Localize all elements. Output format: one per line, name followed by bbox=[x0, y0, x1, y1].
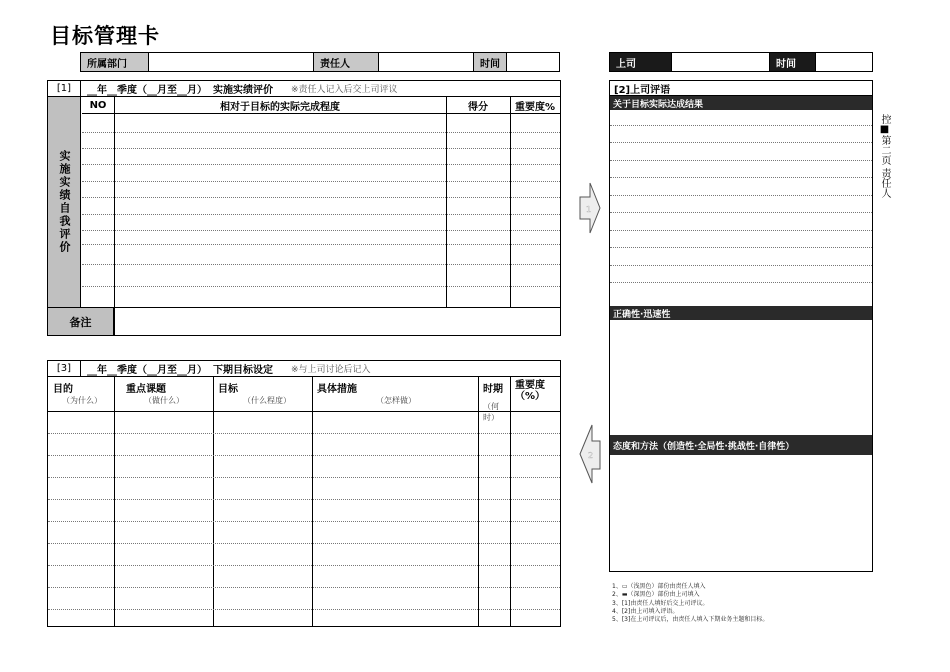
boss-header-row bbox=[609, 52, 873, 72]
col-score: 得分 bbox=[446, 97, 510, 114]
arrow-right-1-icon bbox=[578, 181, 602, 235]
note-2: 2、▬（深黑色）部份由上司填入 bbox=[612, 591, 700, 599]
side-vertical-text: 控■第二页 责任人 bbox=[879, 114, 890, 199]
note-5: 5、[3]在上司评议后，由责任人填入下期业务主题和目标。 bbox=[612, 616, 769, 624]
row-line bbox=[82, 286, 560, 287]
row-line bbox=[82, 264, 560, 265]
note-1: 1、▭（浅黑色）部份由责任人填入 bbox=[612, 583, 706, 590]
row-line bbox=[610, 247, 872, 248]
self-eval-side-label: 实施实绩自我评价 bbox=[48, 97, 81, 307]
dept-label: 所属部门 bbox=[81, 53, 149, 71]
row-line bbox=[48, 587, 560, 588]
row-line bbox=[82, 181, 560, 182]
row-line bbox=[82, 244, 560, 245]
time-field[interactable] bbox=[507, 53, 559, 71]
col-weight: 重要度% bbox=[510, 97, 560, 114]
row-line bbox=[82, 230, 560, 231]
boss-time-label: 时间 bbox=[770, 53, 816, 71]
boss-field[interactable] bbox=[672, 53, 770, 71]
section2-boss-comments bbox=[609, 80, 873, 572]
boss-label: 上司 bbox=[610, 53, 672, 71]
col-no: NO bbox=[82, 97, 114, 114]
note-3: 3、[1]由责任人填好后交上司评议。 bbox=[612, 599, 709, 607]
row-line bbox=[610, 282, 872, 283]
col-measures: 具体措施 （怎样做） bbox=[317, 384, 416, 405]
row-line bbox=[82, 214, 560, 215]
row-line bbox=[610, 177, 872, 178]
svg-text:2: 2 bbox=[588, 451, 594, 460]
band-accuracy-speed: 正确性·迅速性 bbox=[610, 306, 872, 320]
note-4: 4、[2]由上司填入评语。 bbox=[612, 607, 679, 615]
owner-field[interactable] bbox=[379, 53, 474, 71]
owner-label: 责任人 bbox=[314, 53, 379, 71]
section1-num: [1] bbox=[48, 81, 81, 96]
section3-num: [3] bbox=[48, 361, 81, 376]
band-results: 关于目标实际达成结果 bbox=[610, 96, 872, 110]
boss-time-field[interactable] bbox=[816, 53, 872, 71]
row-line bbox=[48, 455, 560, 456]
section1-period: __年__季度（__月至__月） bbox=[87, 85, 207, 96]
row-line bbox=[610, 125, 872, 126]
row-line bbox=[82, 132, 560, 133]
row-line bbox=[48, 609, 560, 610]
section3-col-headers bbox=[48, 377, 560, 422]
section3-heading: 下期目标设定 bbox=[213, 365, 273, 376]
remark-row[interactable] bbox=[48, 307, 560, 335]
row-line bbox=[610, 160, 872, 161]
header-row bbox=[80, 52, 560, 72]
section3-note: ※与上司讨论后记入 bbox=[291, 365, 371, 375]
section3-period: __年__季度（__月至__月） bbox=[87, 365, 207, 376]
row-line bbox=[610, 142, 872, 143]
row-line bbox=[610, 230, 872, 231]
page-title: 目标管理卡 bbox=[50, 24, 160, 48]
row-line bbox=[82, 164, 560, 165]
arrow-left-2-icon bbox=[578, 423, 602, 485]
row-line bbox=[48, 499, 560, 500]
row-line bbox=[48, 543, 560, 544]
row-line bbox=[48, 521, 560, 522]
col-period: 时期 （何时） bbox=[483, 384, 503, 422]
dept-field[interactable] bbox=[149, 53, 314, 71]
col-purpose: 目的 （为什么） bbox=[53, 384, 102, 405]
attitude-comment-area[interactable] bbox=[610, 455, 872, 571]
section1-self-evaluation bbox=[47, 80, 561, 336]
col-importance: 重要度（%） bbox=[515, 380, 546, 402]
section3-next-goals bbox=[47, 360, 561, 627]
remark-label: 备注 bbox=[48, 308, 114, 335]
row-line bbox=[48, 477, 560, 478]
row-line bbox=[610, 195, 872, 196]
svg-text:1: 1 bbox=[586, 205, 592, 214]
time-label: 时间 bbox=[474, 53, 507, 71]
row-line bbox=[48, 433, 560, 434]
row-line bbox=[48, 565, 560, 566]
notes-block bbox=[612, 583, 768, 624]
col-topic: 重点课题 （做什么） bbox=[126, 384, 184, 405]
row-line bbox=[82, 197, 560, 198]
section2-title: [2]上司评语 bbox=[610, 81, 872, 96]
section1-heading: 实施实绩评价 bbox=[213, 85, 273, 96]
accuracy-comment-area[interactable] bbox=[610, 320, 872, 433]
section1-note: ※责任人记入后交上司评议 bbox=[291, 85, 398, 95]
row-line bbox=[82, 148, 560, 149]
col-target: 目标 （什么程度） bbox=[218, 384, 291, 405]
col-degree: 相对于目标的实际完成程度 bbox=[114, 97, 446, 114]
row-line bbox=[610, 265, 872, 266]
band-attitude: 态度和方法（创造性·全局性·挑战性·自律性） bbox=[610, 435, 872, 455]
row-line bbox=[610, 212, 872, 213]
